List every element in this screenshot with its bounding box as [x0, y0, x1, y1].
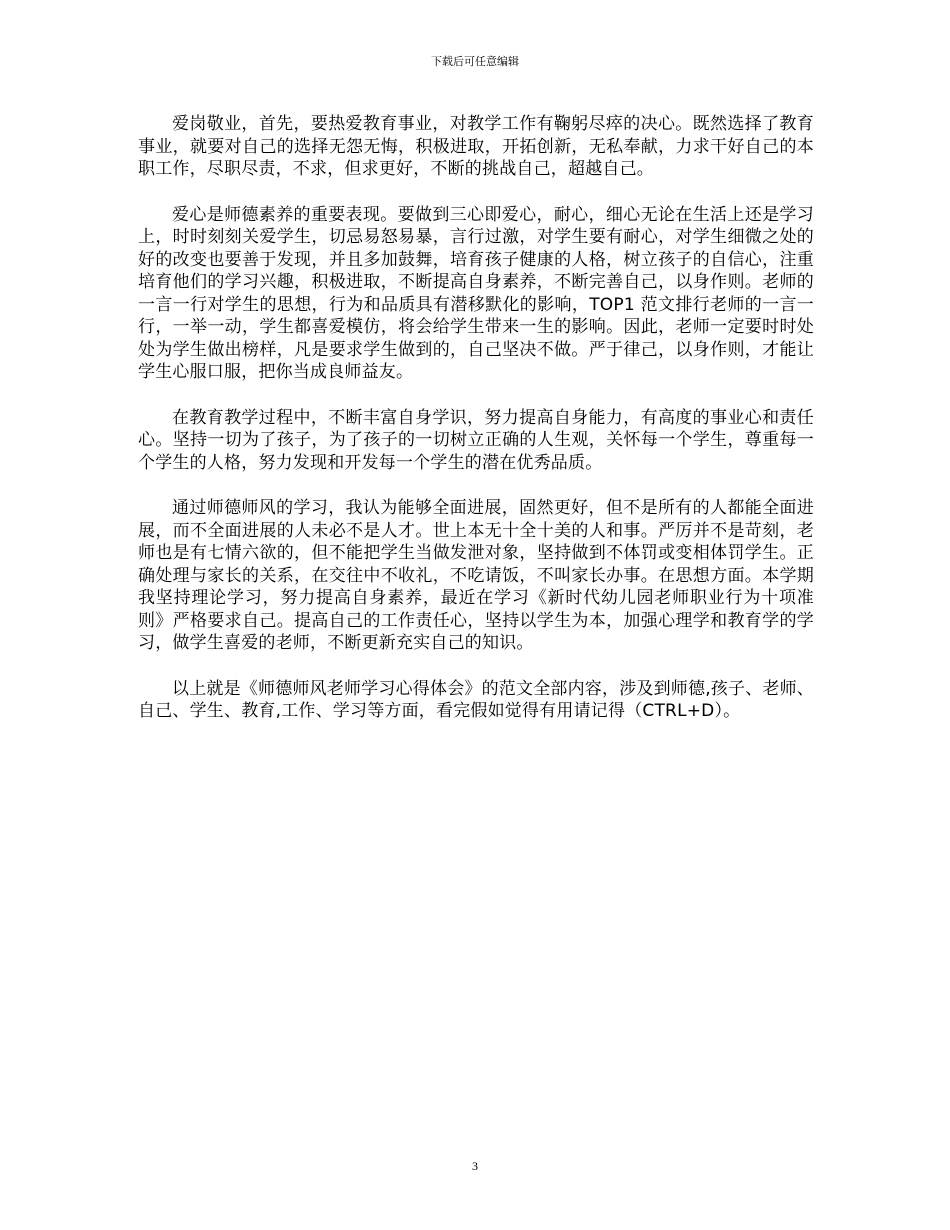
paragraph-love: 爱心是师德素养的重要表现。要做到三心即爱心，耐心，细心无论在生活上还是学习上，时时刻刻关爱学生，切忌易怒易暴，言行过激，对学生要有耐心，对学生细微之处的好的改变也要善于发现，并且多加鼓舞，培育孩子健康的人格，树立孩子的自信心，注重培育他们的学习兴趣，积极进取，不断提高自身素养，不断完善自己，以身作则。老师的一言一行对学生的思想，行为和品质具有潜移默化的影响，TOP1 范文排行老师的一言一行，一举一动，学生都喜爱模仿，将会给学生带来一生的影响。因此，老师一定要时时处处为学生做出榜样，凡是要求学生做到的，自己坚决不做。严于律己，以身作则，才能让学生心服口服，把你当成良师益友。: [138, 204, 814, 382]
page-header: 下载后可任意编辑: [431, 55, 519, 68]
paragraph-teaching-process: 在教育教学过程中，不断丰富自身学识，努力提高自身能力，有高度的事业心和责任心。坚持一切为了孩子，为了孩子的一切树立正确的人生观，关怀每一个学生，尊重每一个学生的人格，努力发现和开发每一个学生的潜在优秀品质。: [138, 407, 814, 473]
paragraph-dedication: 爱岗敬业，首先，要热爱教育事业，对教学工作有鞠躬尽瘁的决心。既然选择了教育事业，就要对自己的选择无怨无悔，积极进取，开拓创新，无私奉献，力求干好自己的本职工作，尽职尽责，不求，但求更好，不断的挑战自己，超越自己。: [138, 114, 814, 179]
paragraph-summary: 以上就是《师德师风老师学习心得体会》的范文全部内容，涉及到师德,孩子、老师、自己、学生、教育,工作、学习等方面，看完假如觉得有用请记得（CTRL+D）。: [138, 678, 815, 721]
document-body: [138, 113, 814, 746]
page-number: 3: [472, 1159, 478, 1173]
paragraph-study-reflection: 通过师德师风的学习，我认为能够全面进展，固然更好，但不是所有的人都能全面进展，而不全面进展的人未必不是人才。世上本无十全十美的人和事。严厉并不是苛刻，老师也是有七情六欲的，但不能把学生当做发泄对象，坚持做到不体罚或变相体罚学生。正确处理与家长的关系，在交往中不收礼，不吃请饭，不叫家长办事。在思想方面。本学期我坚持理论学习，努力提高自身素养，最近在学习《新时代幼儿园老师职业行为十项准则》严格要求自己。提高自己的工作责任心，坚持以学生为本，加强心理学和教育学的学习，做学生喜爱的老师，不断更新充实自己的知识。: [138, 498, 814, 653]
